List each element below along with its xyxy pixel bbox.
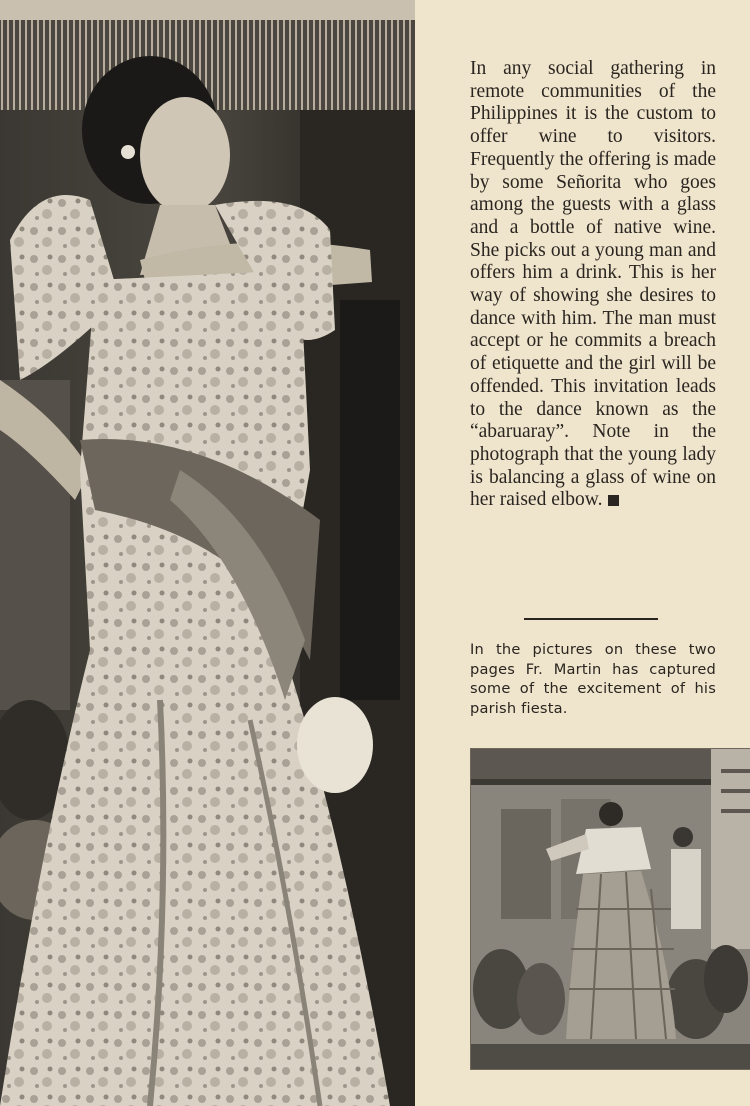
article-body-copy: In any social gathering in remote communities of the Philippines it is the custom to offer wine to visitors. Frequently the offering is made by some Señorita who goes among the guests with a glass and a bottle of native wine. She picks out a young man and offers him a drink. This is her way of showing she desires to dance with him. The man must accept or he commits a breach of etiquette and the girl will be offended. This invitation leads to the dance known as the “abaruaray”. Note in the photograph that the young lady is balancing a glass of wine on her raised elbow. — [470, 58, 716, 511]
section-divider — [524, 618, 658, 620]
dance-scene-illustration — [471, 749, 750, 1069]
photo-caption: In the pictures on these two pages Fr. Martin has captured some of the excitement of his parish fiesta. — [470, 641, 716, 717]
dance-scene-photo — [470, 748, 750, 1070]
article-body-text — [470, 58, 716, 512]
dance-scene-photo-content — [471, 749, 750, 1069]
end-of-article-mark-icon — [608, 495, 619, 506]
